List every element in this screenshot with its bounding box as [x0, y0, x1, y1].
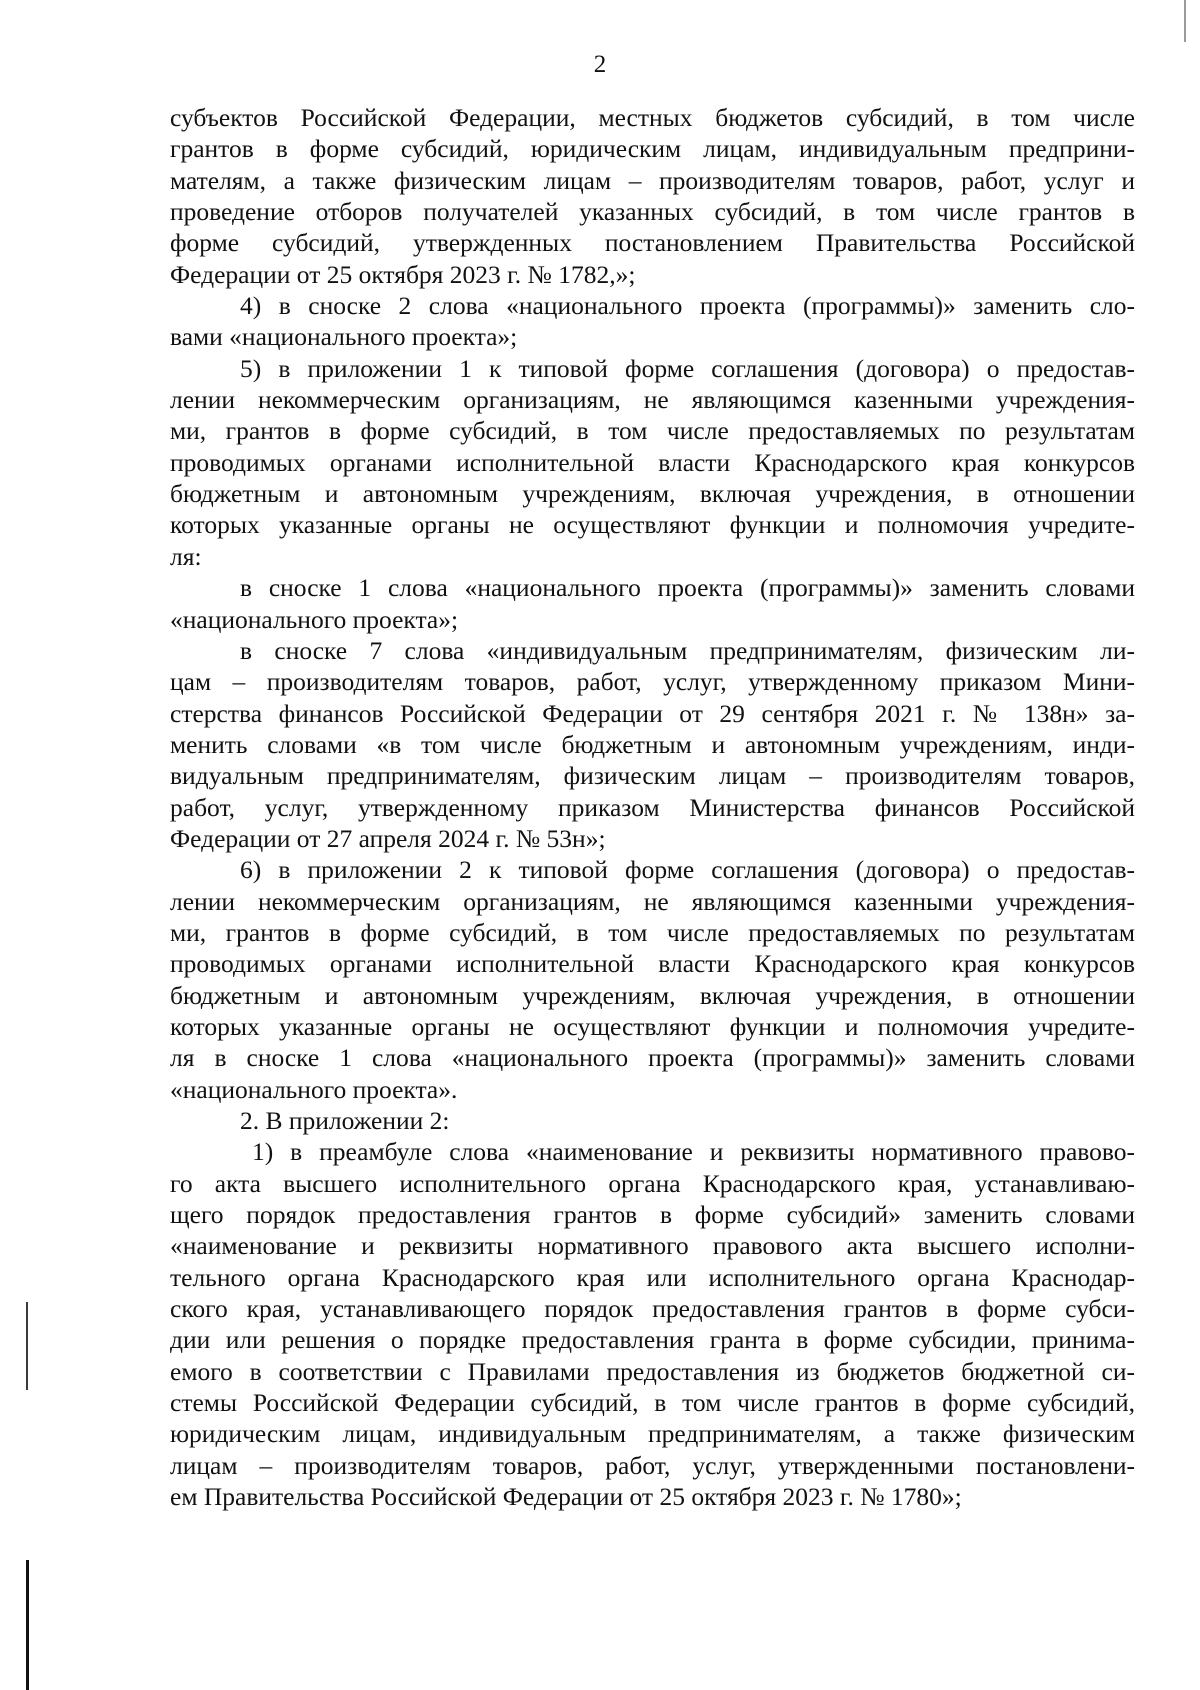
text-line: «наименование и реквизиты нормативного правового акта высшего исполни- [170, 1231, 1135, 1261]
text-line: менить словами «в том числе бюджетным и автономным учреждениям, инди- [170, 729, 1135, 759]
text-line: го акта высшего исполнительного органа Краснодарского края, устанавливаю- [170, 1168, 1135, 1198]
text-line: Федерации от 25 октября 2023 г. № 1782,»; [170, 259, 636, 289]
page-number: 2 [593, 51, 607, 78]
text-line: «национального проекта». [170, 1074, 458, 1104]
scan-edge-mark [26, 1302, 28, 1390]
text-line: щего порядок предоставления грантов в форме субсидий» заменить словами [170, 1200, 1135, 1230]
text-line: проведение отборов получателей указанных субсидий, в том числе грантов в [170, 197, 1135, 227]
text-line: видуальным предпринимателям, физическим лицам – производителям товаров, [170, 761, 1135, 791]
scan-edge-mark [26, 1560, 29, 1690]
text-line: 5) в приложении 1 к типовой форме соглашения (договора) о предостав- [240, 353, 1135, 383]
text-line: ми, грантов в форме субсидий, в том числе предоставляемых по результатам [170, 917, 1135, 947]
text-line: ского края, устанавливающего порядок предоставления грантов в форме субси- [170, 1294, 1135, 1324]
text-line: 6) в приложении 2 к типовой форме соглашения (договора) о предостав- [240, 855, 1135, 885]
text-line: проводимых органами исполнительной власти Краснодарского края конкурсов [170, 447, 1135, 477]
text-line: работ, услуг, утвержденному приказом Министерства финансов Российской [170, 792, 1135, 822]
text-line: мателям, а также физическим лицам – производителям товаров, работ, услуг и [170, 165, 1135, 195]
text-line: стемы Российской Федерации субсидий, в том числе грантов в форме субсидий, [170, 1388, 1135, 1418]
text-line: проводимых органами исполнительной власти Краснодарского края конкурсов [170, 949, 1135, 979]
text-line: емого в соответствии с Правилами предоставления из бюджетов бюджетной си- [170, 1356, 1135, 1386]
text-line: ля: [170, 541, 202, 571]
text-line: 2. В приложении 2: [240, 1106, 450, 1135]
text-line: лении некоммерческим организациям, не являющимся казенными учреждения- [170, 886, 1135, 916]
text-line: дии или решения о порядке предоставления гранта в форме субсидии, принима- [170, 1325, 1135, 1355]
text-line: 1) в преамбуле слова «наименование и реквизиты нормативного правово- [252, 1137, 1135, 1167]
text-line: ем Правительства Российской Федерации от 25 октября 2023 г. № 1780»; [170, 1482, 962, 1512]
text-line: субъектов Российской Федерации, местных бюджетов субсидий, в том числе [170, 103, 1135, 132]
text-line: которых указанные органы не осуществляют функции и полномочия учредите- [170, 510, 1135, 540]
text-line: форме субсидий, утвержденных постановлением Правительства Российской [170, 228, 1135, 258]
text-line: ля в сноске 1 слова «национального проекта (программы)» заменить словами [170, 1043, 1135, 1073]
text-line: которых указанные органы не осуществляют функции и полномочия учредите- [170, 1011, 1135, 1041]
text-line: стерства финансов Российской Федерации от 29 сентября 2021 г. № 138н» за- [170, 698, 1135, 728]
text-line: 4) в сноске 2 слова «национального проекта (программы)» заменить сло- [240, 291, 1135, 321]
text-line: цам – производителям товаров, работ, услуг, утвержденному приказом Мини- [170, 667, 1135, 697]
text-line: тельного органа Краснодарского края или исполнительного органа Краснодар- [170, 1262, 1135, 1292]
text-line: вами «национального проекта»; [170, 322, 518, 352]
text-line: ми, грантов в форме субсидий, в том числе предоставляемых по результатам [170, 416, 1135, 446]
text-line: в сноске 7 слова «индивидуальным предпринимателям, физическим ли- [240, 635, 1135, 665]
text-line: Федерации от 27 апреля 2024 г. № 53н»; [170, 823, 606, 853]
text-line: лицам – производителям товаров, работ, услуг, утвержденными постановлени- [170, 1450, 1135, 1480]
text-line: бюджетным и автономным учреждениям, включая учреждения, в отношении [170, 479, 1135, 509]
text-line: бюджетным и автономным учреждениям, включая учреждения, в отношении [170, 980, 1135, 1010]
text-line: лении некоммерческим организациям, не являющимся казенными учреждения- [170, 385, 1135, 415]
scan-edge-mark [1184, 0, 1186, 42]
text-line: в сноске 1 слова «национального проекта (программы)» заменить словами [240, 573, 1135, 603]
document-body [170, 102, 1135, 1512]
text-line: «национального проекта»; [170, 604, 459, 634]
text-line: грантов в форме субсидий, юридическим лицам, индивидуальным предприни- [170, 134, 1135, 164]
text-line: юридическим лицам, индивидуальным предпринимателям, а также физическим [170, 1419, 1135, 1449]
